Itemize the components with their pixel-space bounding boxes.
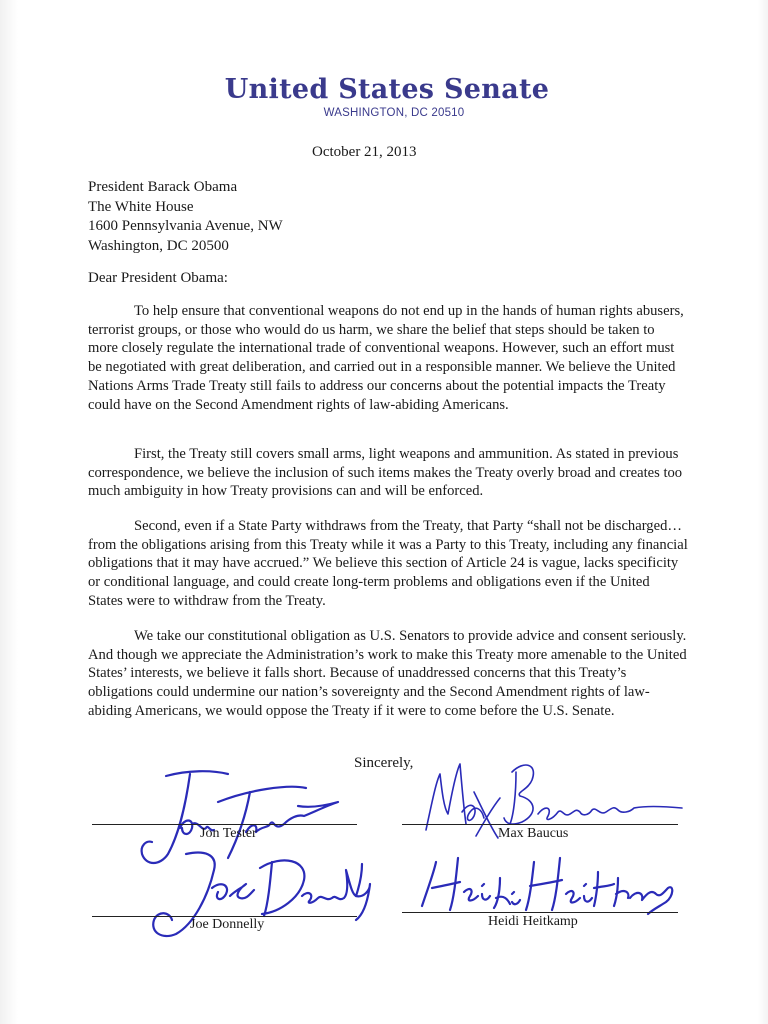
- body-paragraph-4: We take our constitutional obligation as U.S. Senators to provide advice and consent seriously. And though we appreciate the Administration’s work to make this Treaty more amenable to the United States’ interests, we believe it falls short. Because of unaddressed concerns that this Treaty’s obligations could undermine our nation’s sovereignty and the Second Amendment rights of law-abiding Americans, we would oppose the Treaty if it were to come before the U.S. Senate.: [88, 628, 687, 719]
- body-paragraph-3: Second, even if a State Party withdraws from the Treaty, that Party “shall not be discharged… from the obligations arising from this Treaty while it was a Party to this Treaty, including any financial obligations that it may have accrued.” We believe this section of Article 24 is vague, lacks specificity or conditional language, and could create long-term problems and obligations even if the United States were to withdraw from the Treaty.: [88, 518, 688, 609]
- body-paragraph-1: To help ensure that conventional weapons do not end up in the hands of human rights abusers, terrorist groups, or those who would do us harm, we share the belief that steps should be taken to more closely regulate the international trade of conventional weapons. However, such an effort must be negotiated with great deliberation, and carried out in a responsible manner. We believe the United Nations Arms Trade Treaty still fails to address our concerns about the potential impacts the Treaty could have on the Second Amendment rights of law-abiding Americans.: [88, 303, 684, 413]
- signatory-name-tester: Jon Tester: [200, 826, 257, 841]
- salutation: Dear President Obama:: [88, 270, 228, 286]
- letterhead-address: WASHINGTON, DC 20510: [323, 107, 465, 119]
- signature-line-baucus: [402, 824, 678, 825]
- letterhead: [0, 74, 768, 119]
- recipient-city: Washington, DC 20500: [88, 237, 229, 254]
- scan-edge-left: [0, 0, 18, 1024]
- letterhead-title: United States Senate: [224, 74, 550, 105]
- letter-date: October 21, 2013: [312, 144, 417, 160]
- recipient-name: President Barack Obama: [88, 179, 238, 195]
- signatory-name-donnelly: Joe Donnelly: [190, 917, 265, 932]
- body-paragraph-2: First, the Treaty still covers small arms, light weapons and ammunition. As stated in previous correspondence, we believe the inclusion of such items makes the Treaty overly broad and creates too much ambiguity in how Treaty provisions can and will be enforced.: [88, 446, 683, 500]
- signature-line-tester: [92, 824, 357, 825]
- scan-edge-right: [758, 0, 768, 1024]
- signature-line-heitkamp: [402, 912, 678, 913]
- closing: Sincerely,: [354, 755, 414, 771]
- recipient-street: 1600 Pennsylvania Avenue, NW: [88, 218, 283, 234]
- signatory-name-baucus: Max Baucus: [498, 826, 569, 841]
- recipient-address: [88, 178, 283, 256]
- signatory-name-heitkamp: Heidi Heitkamp: [488, 914, 578, 929]
- recipient-line2: The White House: [88, 198, 194, 215]
